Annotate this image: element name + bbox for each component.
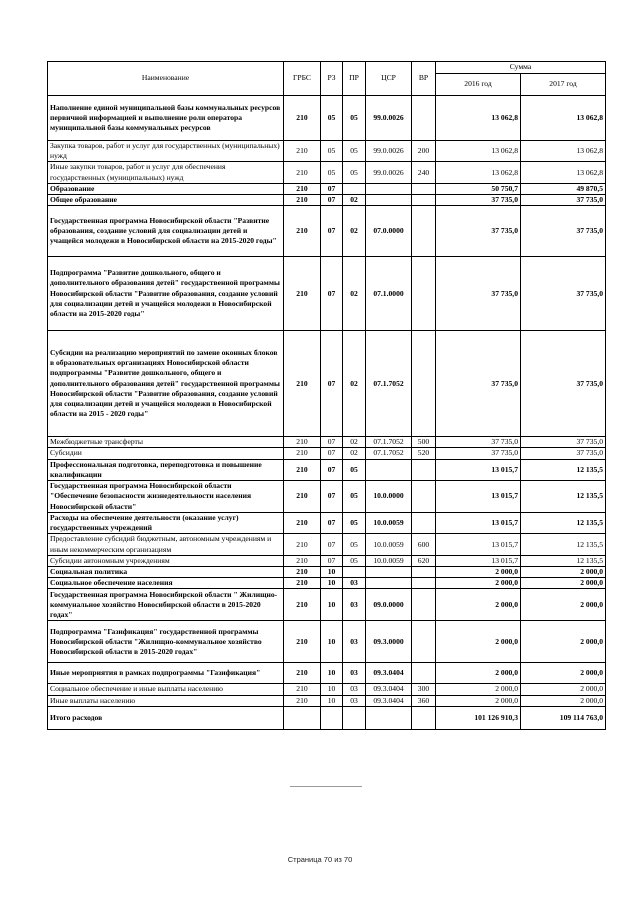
- cell-sum-2017: 2 000,0: [521, 589, 606, 621]
- cell-pr: 05: [343, 141, 366, 162]
- cell-vr: [412, 331, 436, 437]
- table-row: [48, 206, 606, 257]
- cell-sum-2017: 12 135,5: [521, 481, 606, 513]
- cell-pr: 05: [343, 96, 366, 141]
- cell-sum-2017: 12 135,5: [521, 534, 606, 555]
- cell-pr: 05: [343, 555, 366, 566]
- cell-sum-2017: 12 135,5: [521, 513, 606, 534]
- cell-sum-2016: 37 735,0: [436, 195, 521, 206]
- cell-rz: 07: [321, 555, 343, 566]
- cell-vr: [412, 513, 436, 534]
- cell-vr: [412, 706, 436, 729]
- table-row: [48, 459, 606, 480]
- cell-csr: 09.3.0404: [366, 695, 412, 706]
- cell-pr: 02: [343, 331, 366, 437]
- header-vr: ВР: [412, 62, 436, 96]
- cell-vr: [412, 195, 436, 206]
- cell-sum-2016: 2 000,0: [436, 695, 521, 706]
- cell-vr: [412, 96, 436, 141]
- cell-sum-2017: 37 735,0: [521, 195, 606, 206]
- cell-sum-2016: 13 015,7: [436, 534, 521, 555]
- cell-vr: 520: [412, 448, 436, 459]
- cell-pr: 02: [343, 448, 366, 459]
- cell-name: Субсидии: [48, 448, 284, 459]
- table-row: [48, 706, 606, 729]
- header-csr: ЦСР: [366, 62, 412, 96]
- cell-pr: 03: [343, 578, 366, 589]
- table-row: [48, 663, 606, 684]
- cell-csr: 07.1.7052: [366, 448, 412, 459]
- cell-pr: 05: [343, 481, 366, 513]
- cell-sum-2016: 2 000,0: [436, 621, 521, 663]
- cell-rz: 05: [321, 141, 343, 162]
- cell-csr: 07.1.7052: [366, 331, 412, 437]
- cell-pr: 03: [343, 589, 366, 621]
- cell-grbs: 210: [284, 695, 321, 706]
- cell-grbs: 210: [284, 437, 321, 448]
- cell-vr: 360: [412, 695, 436, 706]
- cell-rz: 07: [321, 195, 343, 206]
- cell-csr: [366, 183, 412, 194]
- cell-name: Наполнение единой муниципальной базы коммунальных ресурсов первичной информацией и выполнение роли оператора муниципальной базы коммунальных ресурсов: [48, 96, 284, 141]
- cell-vr: [412, 206, 436, 257]
- cell-name: Закупка товаров, работ и услуг для государственных (муниципальных) нужд: [48, 141, 284, 162]
- cell-sum-2016: 37 735,0: [436, 257, 521, 331]
- table-row: [48, 183, 606, 194]
- cell-sum-2017: 37 735,0: [521, 331, 606, 437]
- cell-csr: 10.0.0059: [366, 513, 412, 534]
- cell-pr: 03: [343, 695, 366, 706]
- cell-pr: 05: [343, 513, 366, 534]
- cell-grbs: 210: [284, 663, 321, 684]
- cell-name: Подпрограмма "Газификация" государственной программы Новосибирской области "Жилищно-коммунальное хозяйство Новосибирской области в 2015-2020 годах": [48, 621, 284, 663]
- cell-sum-2016: 37 735,0: [436, 437, 521, 448]
- cell-name: Субсидии автономным учреждениям: [48, 555, 284, 566]
- cell-pr: 02: [343, 257, 366, 331]
- cell-vr: 240: [412, 162, 436, 183]
- cell-grbs: 210: [284, 555, 321, 566]
- cell-sum-2017: 109 114 763,0: [521, 706, 606, 729]
- cell-pr: 02: [343, 206, 366, 257]
- cell-name: Итого расходов: [48, 706, 284, 729]
- cell-csr: [366, 459, 412, 480]
- cell-pr: 02: [343, 195, 366, 206]
- cell-sum-2016: 37 735,0: [436, 206, 521, 257]
- cell-rz: 07: [321, 481, 343, 513]
- cell-grbs: 210: [284, 195, 321, 206]
- table-row: [48, 195, 606, 206]
- cell-pr: [343, 183, 366, 194]
- cell-grbs: 210: [284, 96, 321, 141]
- cell-grbs: 210: [284, 534, 321, 555]
- cell-name: Иные выплаты населению: [48, 695, 284, 706]
- cell-name: Расходы на обеспечение деятельности (оказание услуг) государственных учреждений: [48, 513, 284, 534]
- cell-rz: 07: [321, 331, 343, 437]
- footer-divider: [290, 786, 362, 787]
- cell-sum-2017: 37 735,0: [521, 206, 606, 257]
- cell-sum-2016: 13 015,7: [436, 555, 521, 566]
- cell-csr: 10.0.0000: [366, 481, 412, 513]
- cell-pr: 03: [343, 621, 366, 663]
- cell-pr: 05: [343, 534, 366, 555]
- cell-grbs: 210: [284, 578, 321, 589]
- cell-name: Социальная политика: [48, 567, 284, 578]
- cell-grbs: 210: [284, 481, 321, 513]
- cell-vr: [412, 589, 436, 621]
- cell-vr: [412, 663, 436, 684]
- cell-sum-2016: 13 062,8: [436, 141, 521, 162]
- cell-grbs: 210: [284, 567, 321, 578]
- cell-grbs: 210: [284, 331, 321, 437]
- cell-sum-2016: 2 000,0: [436, 663, 521, 684]
- cell-vr: 600: [412, 534, 436, 555]
- cell-csr: 09.3.0404: [366, 684, 412, 695]
- cell-sum-2017: 37 735,0: [521, 257, 606, 331]
- cell-csr: 09.0.0000: [366, 589, 412, 621]
- cell-pr: 05: [343, 162, 366, 183]
- cell-grbs: 210: [284, 183, 321, 194]
- cell-sum-2017: 2 000,0: [521, 695, 606, 706]
- cell-grbs: 210: [284, 684, 321, 695]
- cell-grbs: 210: [284, 589, 321, 621]
- cell-sum-2017: 37 735,0: [521, 448, 606, 459]
- cell-rz: 07: [321, 183, 343, 194]
- table-row: [48, 695, 606, 706]
- cell-pr: 05: [343, 459, 366, 480]
- cell-vr: [412, 621, 436, 663]
- cell-pr: [343, 567, 366, 578]
- cell-sum-2017: 12 135,5: [521, 555, 606, 566]
- cell-sum-2016: 13 062,8: [436, 96, 521, 141]
- cell-grbs: 210: [284, 257, 321, 331]
- table-row: [48, 621, 606, 663]
- cell-rz: 05: [321, 162, 343, 183]
- cell-grbs: 210: [284, 513, 321, 534]
- table-row: [48, 578, 606, 589]
- table-row: [48, 257, 606, 331]
- cell-sum-2016: 2 000,0: [436, 589, 521, 621]
- cell-rz: 07: [321, 513, 343, 534]
- cell-rz: 05: [321, 96, 343, 141]
- cell-sum-2017: 13 062,8: [521, 96, 606, 141]
- cell-pr: 03: [343, 684, 366, 695]
- cell-grbs: 210: [284, 162, 321, 183]
- cell-csr: 10.0.0059: [366, 534, 412, 555]
- table-row: [48, 141, 606, 162]
- cell-sum-2017: 12 135,5: [521, 459, 606, 480]
- cell-name: Профессиональная подготовка, переподготовка и повышение квалификации: [48, 459, 284, 480]
- table-body: [48, 96, 606, 730]
- cell-name: Социальное обеспечение и иные выплаты населению: [48, 684, 284, 695]
- cell-sum-2017: 2 000,0: [521, 567, 606, 578]
- cell-rz: 07: [321, 437, 343, 448]
- cell-csr: [366, 195, 412, 206]
- cell-csr: 99.0.0026: [366, 141, 412, 162]
- cell-rz: 10: [321, 578, 343, 589]
- cell-vr: [412, 459, 436, 480]
- cell-csr: 10.0.0059: [366, 555, 412, 566]
- table-row: [48, 437, 606, 448]
- header-rz: РЗ: [321, 62, 343, 96]
- cell-pr: 03: [343, 663, 366, 684]
- cell-vr: [412, 183, 436, 194]
- cell-name: Государственная программа Новосибирской области "Развитие образования, создание условий для социализации детей и учащейся молодежи в Новосибирской области на 2015-2020 годы": [48, 206, 284, 257]
- cell-sum-2016: 13 062,8: [436, 162, 521, 183]
- cell-name: Иные мероприятия в рамках подпрограммы "Газификация": [48, 663, 284, 684]
- cell-sum-2016: 2 000,0: [436, 578, 521, 589]
- cell-name: Государственная программа Новосибирской области " Жилищно-коммунальное хозяйство Новосибирской области в 2015-2020 годах": [48, 589, 284, 621]
- table-row: [48, 513, 606, 534]
- cell-rz: 10: [321, 621, 343, 663]
- cell-sum-2017: 2 000,0: [521, 621, 606, 663]
- cell-sum-2016: 13 015,7: [436, 481, 521, 513]
- cell-name: Межбюджетные трансферты: [48, 437, 284, 448]
- cell-csr: [366, 706, 412, 729]
- header-2017: 2017 год: [521, 74, 606, 96]
- cell-vr: [412, 257, 436, 331]
- cell-sum-2017: 37 735,0: [521, 437, 606, 448]
- cell-rz: 10: [321, 684, 343, 695]
- cell-grbs: [284, 706, 321, 729]
- cell-sum-2017: 13 062,8: [521, 162, 606, 183]
- cell-grbs: 210: [284, 621, 321, 663]
- header-pr: ПР: [343, 62, 366, 96]
- cell-grbs: 210: [284, 448, 321, 459]
- cell-sum-2016: 37 735,0: [436, 331, 521, 437]
- cell-sum-2016: 50 750,7: [436, 183, 521, 194]
- cell-name: Социальное обеспечение населения: [48, 578, 284, 589]
- table-row: [48, 567, 606, 578]
- table-row: [48, 534, 606, 555]
- cell-pr: 02: [343, 437, 366, 448]
- header-2016: 2016 год: [436, 74, 521, 96]
- table-row: [48, 684, 606, 695]
- cell-csr: [366, 578, 412, 589]
- cell-sum-2016: 2 000,0: [436, 567, 521, 578]
- cell-pr: [343, 706, 366, 729]
- cell-vr: 200: [412, 141, 436, 162]
- cell-vr: [412, 567, 436, 578]
- cell-sum-2016: 13 015,7: [436, 459, 521, 480]
- cell-rz: [321, 706, 343, 729]
- cell-csr: 07.1.7052: [366, 437, 412, 448]
- table-row: [48, 481, 606, 513]
- cell-rz: 07: [321, 257, 343, 331]
- page-number: Страница 70 из 70: [287, 855, 353, 864]
- cell-sum-2016: 37 735,0: [436, 448, 521, 459]
- cell-name: Общее образование: [48, 195, 284, 206]
- cell-name: Образование: [48, 183, 284, 194]
- header-name: Наименование: [48, 62, 284, 96]
- cell-name: Подпрограмма "Развитие дошкольного, общего и дополнительного образования детей" государственной программы Новосибирской области "Развитие образования, создание условий для социализации детей и учащейся молодежи в Новосибирской области на 2015-2020 годы": [48, 257, 284, 331]
- cell-sum-2017: 13 062,8: [521, 141, 606, 162]
- cell-csr: [366, 567, 412, 578]
- cell-csr: 09.3.0000: [366, 621, 412, 663]
- cell-vr: 500: [412, 437, 436, 448]
- cell-name: Субсидии на реализацию мероприятий по замене оконных блоков в образовательных организациях Новосибирской области подпрограммы "Развитие дошкольного, общего и дополнительного образования детей" государственной программы Новосибирской области "Развитие образования, создание условий для социализации детей и учащейся молодежи в Новосибирской области на 2015 - 2020 годы": [48, 331, 284, 437]
- table-row: [48, 448, 606, 459]
- cell-sum-2016: 13 015,7: [436, 513, 521, 534]
- cell-rz: 07: [321, 448, 343, 459]
- cell-csr: 99.0.0026: [366, 96, 412, 141]
- cell-name: Государственная программа Новосибирской области "Обеспечение безопасности жизнедеятельности населения Новосибирской области": [48, 481, 284, 513]
- cell-sum-2017: 2 000,0: [521, 663, 606, 684]
- cell-csr: 07.0.0000: [366, 206, 412, 257]
- cell-rz: 10: [321, 567, 343, 578]
- cell-grbs: 210: [284, 141, 321, 162]
- cell-grbs: 210: [284, 459, 321, 480]
- cell-sum-2017: 2 000,0: [521, 578, 606, 589]
- cell-vr: 300: [412, 684, 436, 695]
- cell-csr: 09.3.0404: [366, 663, 412, 684]
- header-sum: Сумма: [436, 62, 606, 74]
- table-row: [48, 96, 606, 141]
- cell-vr: [412, 578, 436, 589]
- table-row: [48, 555, 606, 566]
- cell-rz: 10: [321, 589, 343, 621]
- table-row: [48, 589, 606, 621]
- cell-rz: 10: [321, 663, 343, 684]
- table-row: [48, 162, 606, 183]
- cell-csr: 99.0.0026: [366, 162, 412, 183]
- cell-sum-2017: 49 870,5: [521, 183, 606, 194]
- cell-rz: 07: [321, 459, 343, 480]
- cell-rz: 07: [321, 534, 343, 555]
- cell-vr: [412, 481, 436, 513]
- cell-sum-2016: 101 126 910,3: [436, 706, 521, 729]
- cell-rz: 10: [321, 695, 343, 706]
- cell-sum-2016: 2 000,0: [436, 684, 521, 695]
- budget-table: [47, 61, 606, 730]
- cell-sum-2017: 2 000,0: [521, 684, 606, 695]
- cell-name: Предоставление субсидий бюджетным, автономным учреждениям и иным некоммерческим организациям: [48, 534, 284, 555]
- table-row: [48, 331, 606, 437]
- cell-grbs: 210: [284, 206, 321, 257]
- cell-name: Иные закупки товаров, работ и услуг для обеспечения государственных (муниципальных) нужд: [48, 162, 284, 183]
- cell-vr: 620: [412, 555, 436, 566]
- cell-csr: 07.1.0000: [366, 257, 412, 331]
- header-grbs: ГРБС: [284, 62, 321, 96]
- cell-rz: 07: [321, 206, 343, 257]
